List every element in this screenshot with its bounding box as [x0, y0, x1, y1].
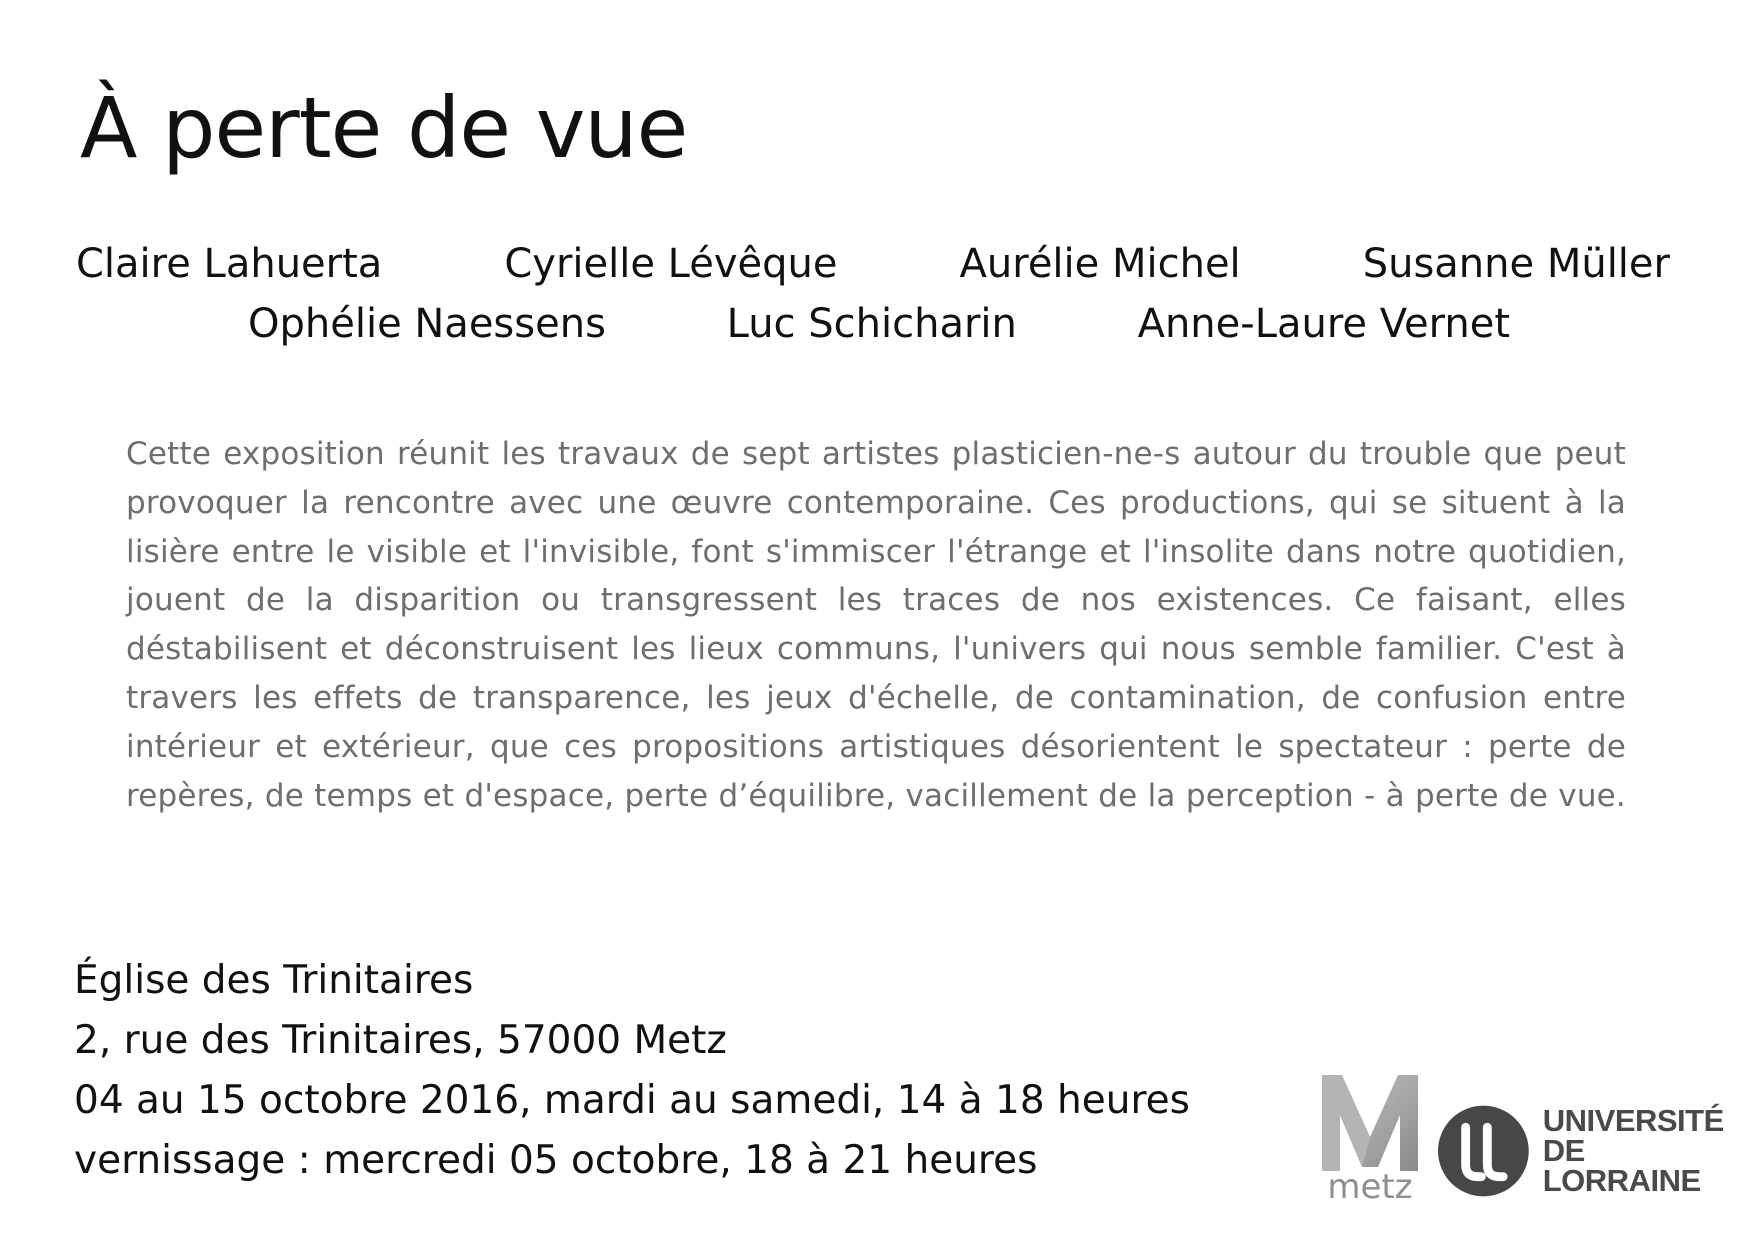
event-info — [74, 951, 1190, 1191]
svg-text:metz: metz — [1327, 1167, 1413, 1200]
venue-address: 2, rue des Trinitaires, 57000 Metz — [74, 1018, 727, 1063]
artist-name: Susanne Müller — [1362, 241, 1670, 287]
artists-row-1 — [76, 241, 1670, 287]
artist-name: Aurélie Michel — [959, 241, 1241, 287]
page-title: À perte de vue — [80, 79, 688, 177]
artist-name: Cyrielle Lévêque — [504, 241, 838, 287]
opening-reception: vernissage : mercredi 05 octobre, 18 à 21 heures — [74, 1138, 1038, 1183]
metz-logo — [1322, 1075, 1418, 1200]
artist-name: Luc Schicharin — [726, 301, 1017, 347]
exhibition-dates: 04 au 15 octobre 2016, mardi au samedi, 14 à 18 heures — [74, 1078, 1190, 1123]
artist-name: Anne-Laure Vernet — [1137, 301, 1510, 347]
metz-m-icon — [1322, 1075, 1418, 1200]
artist-name: Claire Lahuerta — [76, 241, 383, 287]
ul-wordmark — [1542, 1103, 1748, 1198]
universite-de-lorraine-logo — [1438, 1105, 1748, 1197]
ul-circle-icon — [1438, 1105, 1529, 1197]
artist-name: Ophélie Naessens — [248, 301, 606, 347]
ul-wordmark-line: UNIVERSITÉ — [1542, 1103, 1724, 1138]
venue-name: Église des Trinitaires — [74, 958, 474, 1003]
exhibition-description: Cette exposition réunit les travaux de sept artistes plasticien-ne-s autour du trouble que peut provoquer la rencontre avec une œuvre contemporaine. Ces productions, qui se situent à la lisière entre le visible et l'invisible, font s'immiscer l'étrange et l'insolite dans notre quotidien, jouent de la disparition ou transgressent les traces de nos existences. Ce faisant, elles déstabilisent et déconstruisent les lieux communs, l'univers qui nous semble familier. C'est à travers les effets de transparence, les jeux d'échelle, de contamination, de confusion entre intérieur et extérieur, que ces propositions artistiques désorientent le spectateur : perte de repères, de temps et d'espace, perte d’équilibre, vacillement de la perception - à perte de vue. — [126, 436, 1626, 814]
artists-row-2 — [248, 301, 1510, 347]
ul-wordmark-line: DE LORRAINE — [1542, 1133, 1701, 1198]
